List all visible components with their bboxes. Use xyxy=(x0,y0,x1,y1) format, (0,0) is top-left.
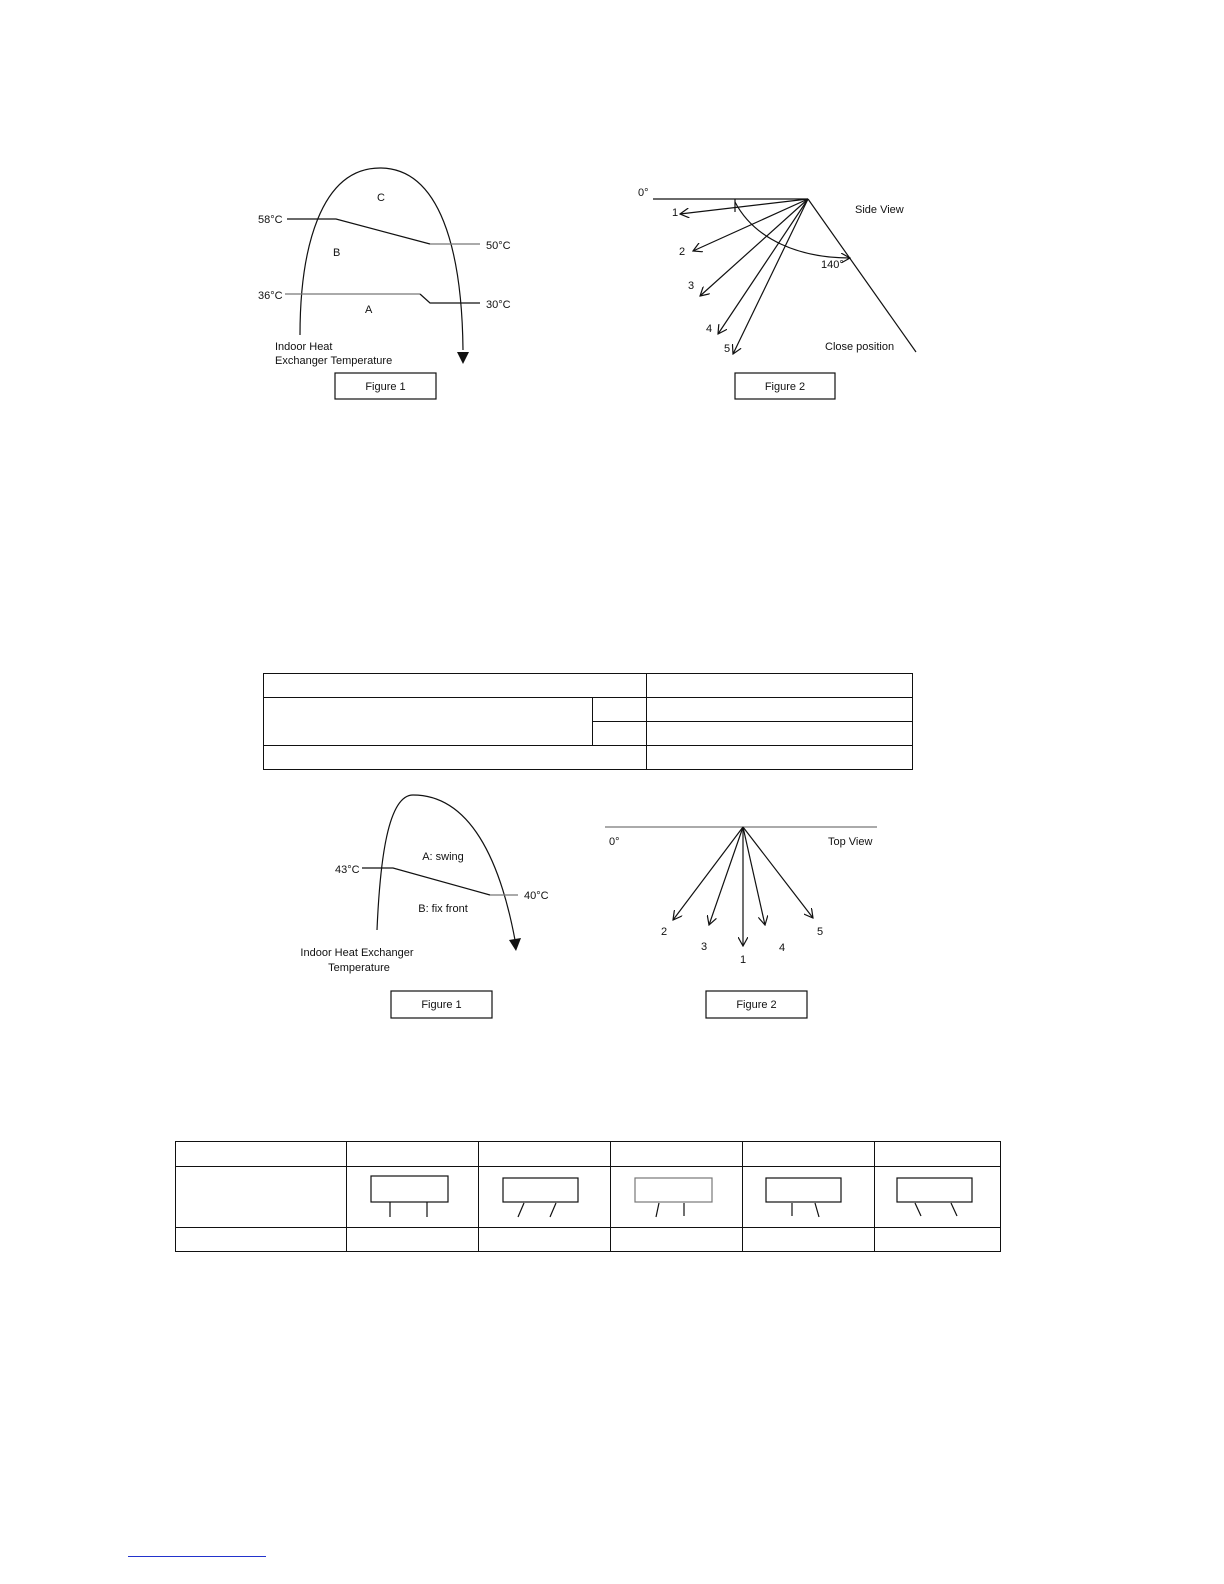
position-label: 4 xyxy=(779,942,786,954)
table-cell xyxy=(176,1167,347,1228)
axis-label: Exchanger Temperature xyxy=(275,355,393,367)
table-cell xyxy=(347,1228,479,1252)
arrowhead-icon xyxy=(509,938,521,951)
region-c: C xyxy=(377,192,385,204)
position-label: 3 xyxy=(701,941,708,953)
top-view-label: Top View xyxy=(828,836,873,848)
bottom-figure-1-temperature-curve xyxy=(300,795,548,1018)
table-cell xyxy=(176,1142,347,1167)
zero-degree-label: 0° xyxy=(609,836,620,848)
figure-caption: Figure 2 xyxy=(736,999,777,1011)
table-cell xyxy=(264,746,647,770)
temp-30: 30°C xyxy=(486,299,511,311)
temp-58: 58°C xyxy=(258,214,283,226)
table-cell xyxy=(647,722,913,746)
table-cell xyxy=(611,1142,743,1167)
table-cell xyxy=(647,674,913,698)
temp-50: 50°C xyxy=(486,240,511,252)
table-cell xyxy=(647,698,913,722)
side-view-label: Side View xyxy=(855,204,904,216)
close-position-label: Close position xyxy=(825,341,895,353)
top-figure-1-temperature-curve xyxy=(258,168,511,399)
top-figure-2-side-view xyxy=(638,187,916,399)
bottom-figure-2-top-view xyxy=(605,827,877,1018)
table-cell xyxy=(743,1167,875,1228)
position-label: 4 xyxy=(706,323,713,335)
table-cell xyxy=(479,1142,611,1167)
zero-degree-label: 0° xyxy=(638,187,649,199)
position-label: 5 xyxy=(724,343,731,355)
angle-label: 140° xyxy=(821,259,844,271)
axis-label: Indoor Heat Exchanger xyxy=(300,947,414,959)
region-a: A xyxy=(365,304,373,316)
region-b: B xyxy=(333,247,341,259)
table-cell xyxy=(611,1228,743,1252)
table-cell xyxy=(264,674,647,698)
table-cell xyxy=(611,1167,743,1228)
region-a-swing: A: swing xyxy=(422,851,464,863)
temp-36: 36°C xyxy=(258,290,283,302)
louver-position-table xyxy=(175,1141,1001,1252)
table-cell xyxy=(593,698,647,722)
axis-label: Temperature xyxy=(328,962,390,974)
table-cell xyxy=(347,1142,479,1167)
arrowhead-icon xyxy=(457,352,469,364)
figure-caption: Figure 1 xyxy=(365,381,406,393)
table-cell xyxy=(875,1167,1001,1228)
position-label: 2 xyxy=(661,926,668,938)
table-cell xyxy=(743,1142,875,1167)
table-cell xyxy=(479,1228,611,1252)
table-cell xyxy=(647,746,913,770)
figure-caption: Figure 2 xyxy=(764,381,806,393)
table-cell xyxy=(593,722,647,746)
table-cell xyxy=(479,1167,611,1228)
footer-link-underline[interactable] xyxy=(128,1556,266,1557)
position-label: 1 xyxy=(672,207,679,219)
position-label: 1 xyxy=(740,954,747,966)
table-cell xyxy=(176,1228,347,1252)
region-b-fix-front: B: fix front xyxy=(418,903,468,915)
axis-label: Indoor Heat xyxy=(275,341,333,353)
figure-caption: Figure 1 xyxy=(421,999,462,1011)
table-cell xyxy=(264,698,593,746)
settings-table-1 xyxy=(263,673,913,770)
temp-43: 43°C xyxy=(335,864,360,876)
table-cell xyxy=(347,1167,479,1228)
position-label: 3 xyxy=(688,280,695,292)
table-cell xyxy=(743,1228,875,1252)
temp-40: 40°C xyxy=(524,890,549,902)
table-cell xyxy=(875,1142,1001,1167)
position-label: 5 xyxy=(817,926,824,938)
table-cell xyxy=(875,1228,1001,1252)
position-label: 2 xyxy=(679,246,686,258)
